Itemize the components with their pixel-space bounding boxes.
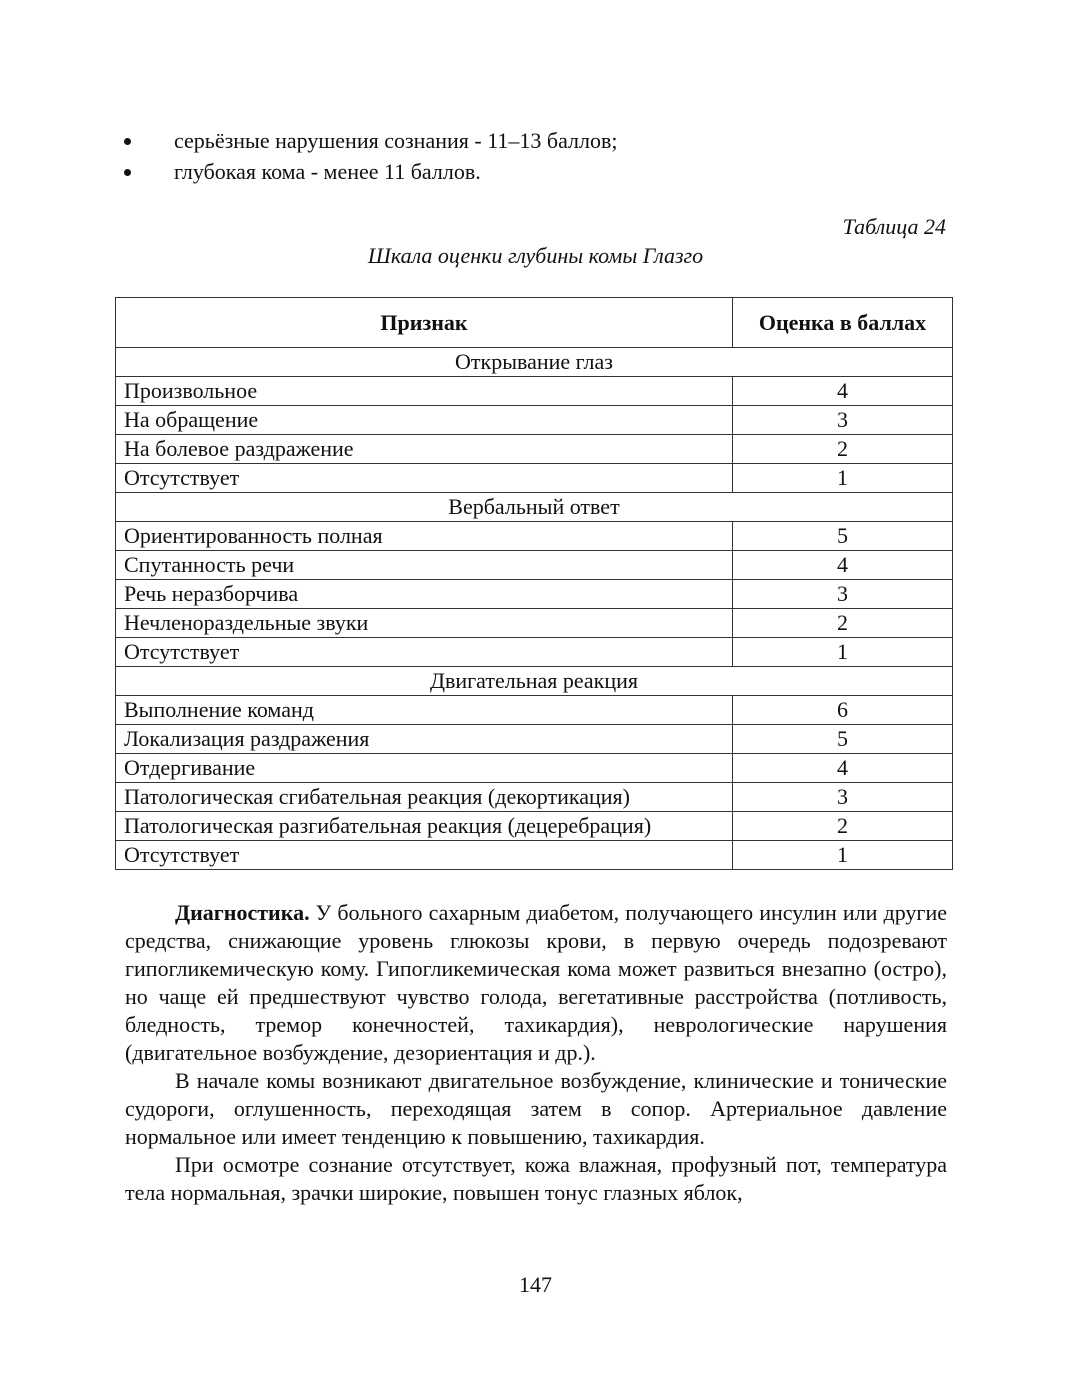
header-sign: Признак [116, 298, 733, 348]
sign-cell: Патологическая разгибательная реакция (децеребрация) [116, 812, 733, 841]
score-cell: 3 [733, 406, 953, 435]
table-row [116, 406, 953, 435]
paragraph-text: У больного сахарным диабетом, получающего инсулин или другие средства, снижающие уровень глюкозы крови, в первую очередь подозревают гипогликемическую кому. Гипогликемическая кома может развиться внезапно (остро), но чаще ей предшествуют чувство голода, вегетативные расстройства (потливость, бледность, тремор конечностей, тахикардия), неврологические нарушения (двигательное возбуждение, дезориентация и др.). [125, 900, 947, 1065]
sign-cell: Патологическая сгибательная реакция (декортикация) [116, 783, 733, 812]
score-cell: 1 [733, 464, 953, 493]
paragraph [125, 1067, 947, 1151]
section-row [116, 667, 953, 696]
sign-cell: На обращение [116, 406, 733, 435]
section-title: Открывание глаз [116, 348, 953, 377]
table-body [116, 348, 953, 870]
sign-cell: Отсутствует [116, 638, 733, 667]
score-cell: 4 [733, 551, 953, 580]
bullet-item [122, 156, 618, 187]
table-number: Таблица 24 [842, 214, 946, 239]
table-row [116, 609, 953, 638]
sign-cell: Локализация раздражения [116, 725, 733, 754]
table-header-row [116, 298, 953, 348]
table-row [116, 754, 953, 783]
table-row [116, 580, 953, 609]
sign-cell: Ориентированность полная [116, 522, 733, 551]
score-cell: 5 [733, 522, 953, 551]
table-row [116, 725, 953, 754]
body-text [125, 899, 947, 1207]
sign-cell: Нечленораздельные звуки [116, 609, 733, 638]
sign-cell: Отсутствует [116, 464, 733, 493]
sign-cell: Речь неразборчива [116, 580, 733, 609]
sign-cell: Отдергивание [116, 754, 733, 783]
score-cell: 2 [733, 812, 953, 841]
bullet-dot-icon [124, 169, 131, 176]
sign-cell: Выполнение команд [116, 696, 733, 725]
sign-cell: Произвольное [116, 377, 733, 406]
page-number: 147 [519, 1272, 552, 1297]
score-cell: 1 [733, 841, 953, 870]
paragraph [125, 1151, 947, 1207]
score-cell: 4 [733, 377, 953, 406]
paragraph-lead: Диагностика. [175, 900, 310, 925]
table-row [116, 783, 953, 812]
section-row [116, 493, 953, 522]
table-row [116, 435, 953, 464]
score-cell: 6 [733, 696, 953, 725]
table-row [116, 841, 953, 870]
table-row [116, 638, 953, 667]
section-row [116, 348, 953, 377]
bullet-list [122, 125, 618, 187]
table-row [116, 464, 953, 493]
sign-cell: Отсутствует [116, 841, 733, 870]
score-cell: 2 [733, 609, 953, 638]
table-row [116, 696, 953, 725]
score-cell: 3 [733, 783, 953, 812]
bullet-text: серьёзные нарушения сознания - 11–13 баллов; [174, 128, 618, 153]
paragraph [125, 899, 947, 1067]
section-title: Вербальный ответ [116, 493, 953, 522]
paragraph-text: В начале комы возникают двигательное возбуждение, клинические и тонические судороги, оглушенность, переходящая затем в сопор. Артериальное давление нормальное или имеет тенденцию к повышению, тахикардия. [125, 1068, 947, 1149]
glasgow-scale-table [115, 297, 953, 870]
table-row [116, 377, 953, 406]
section-title: Двигательная реакция [116, 667, 953, 696]
table-row [116, 551, 953, 580]
score-cell: 3 [733, 580, 953, 609]
score-cell: 2 [733, 435, 953, 464]
bullet-text: глубокая кома - менее 11 баллов. [174, 159, 481, 184]
score-cell: 1 [733, 638, 953, 667]
score-cell: 5 [733, 725, 953, 754]
table-caption: Шкала оценки глубины комы Глазго [367, 243, 704, 268]
sign-cell: На болевое раздражение [116, 435, 733, 464]
bullet-dot-icon [124, 138, 131, 145]
paragraph-text: При осмотре сознание отсутствует, кожа влажная, профузный пот, температура тела нормальная, зрачки широкие, повышен тонус глазных яблок, [125, 1152, 947, 1205]
table-row [116, 812, 953, 841]
bullet-item [122, 125, 618, 156]
sign-cell: Спутанность речи [116, 551, 733, 580]
score-cell: 4 [733, 754, 953, 783]
header-score: Оценка в баллах [733, 298, 953, 348]
table-row [116, 522, 953, 551]
